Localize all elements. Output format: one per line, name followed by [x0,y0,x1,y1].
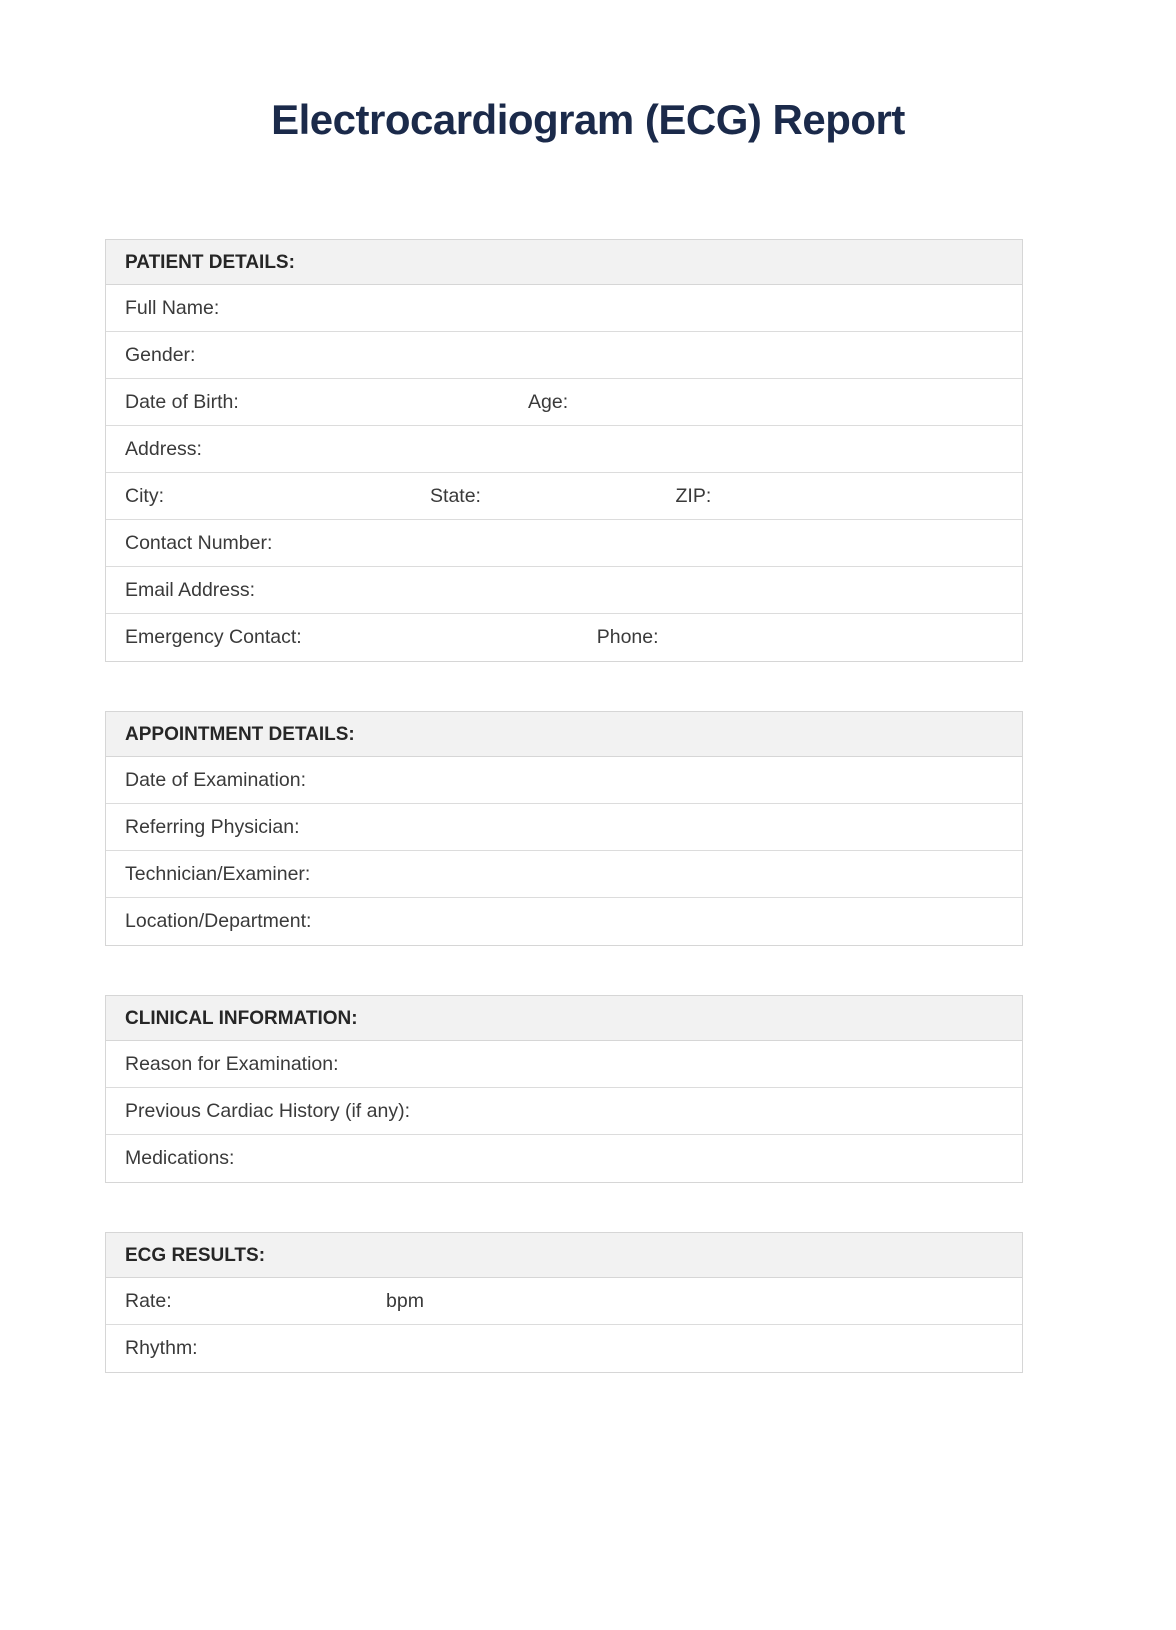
form-row-rate [106,1278,1022,1325]
form-row-contact-number [106,520,1022,567]
form-body [105,239,1023,1373]
form-row-previous-cardiac-history [106,1088,1022,1135]
section-header-ecg-results: ECG RESULTS: [106,1233,1022,1278]
field-label-email-address: Email Address: [125,578,256,601]
field-label-rhythm: Rhythm: [125,1337,198,1359]
field-label-referring-physician: Referring Physician: [125,815,300,838]
section-header-appointment-details: APPOINTMENT DETAILS: [106,712,1022,757]
form-row-gender [106,332,1022,379]
field-label-address: Address: [125,437,202,460]
field-label-contact-number: Contact Number: [125,531,273,554]
field-label-zip: ZIP: [675,484,712,507]
field-label-rate: Rate: [125,1289,172,1312]
field-label-date-of-birth: Date of Birth: [125,390,239,413]
field-label-state: State: [430,484,481,507]
field-label-full-name: Full Name: [125,296,220,319]
field-label-city: City: [125,484,164,507]
field-label-emergency-phone: Phone: [596,626,659,648]
field-label-reason-for-examination: Reason for Examination: [125,1052,339,1075]
section-ecg-results [105,1232,1023,1373]
section-header-clinical-information: CLINICAL INFORMATION: [106,996,1022,1041]
form-row-technician-examiner [106,851,1022,898]
page-title: Electrocardiogram (ECG) Report [271,96,905,143]
field-label-emergency-contact: Emergency Contact: [125,626,302,648]
form-row-email-address [106,567,1022,614]
form-row-city-state-zip [106,473,1022,520]
field-label-previous-cardiac-history: Previous Cardiac History (if any): [125,1099,410,1122]
field-label-age: Age: [528,390,569,413]
form-row-dob-age [106,379,1022,426]
section-clinical-information [105,995,1023,1183]
form-row-reason-for-examination [106,1041,1022,1088]
field-unit-bpm: bpm [386,1289,424,1312]
form-row-date-of-examination [106,757,1022,804]
field-label-gender: Gender: [125,343,196,366]
section-header-patient-details: PATIENT DETAILS: [106,240,1022,285]
form-row-rhythm [106,1325,1022,1372]
form-row-location-department [106,898,1022,945]
form-row-emergency-contact [106,614,1022,661]
field-label-technician-examiner: Technician/Examiner: [125,862,311,885]
field-label-date-of-examination: Date of Examination: [125,768,307,791]
form-row-full-name [106,285,1022,332]
section-patient-details [105,239,1023,662]
form-row-medications [106,1135,1022,1182]
field-label-location-department: Location/Department: [125,910,312,932]
form-row-referring-physician [106,804,1022,851]
field-label-medications: Medications: [125,1147,235,1169]
form-row-address [106,426,1022,473]
section-appointment-details [105,711,1023,946]
